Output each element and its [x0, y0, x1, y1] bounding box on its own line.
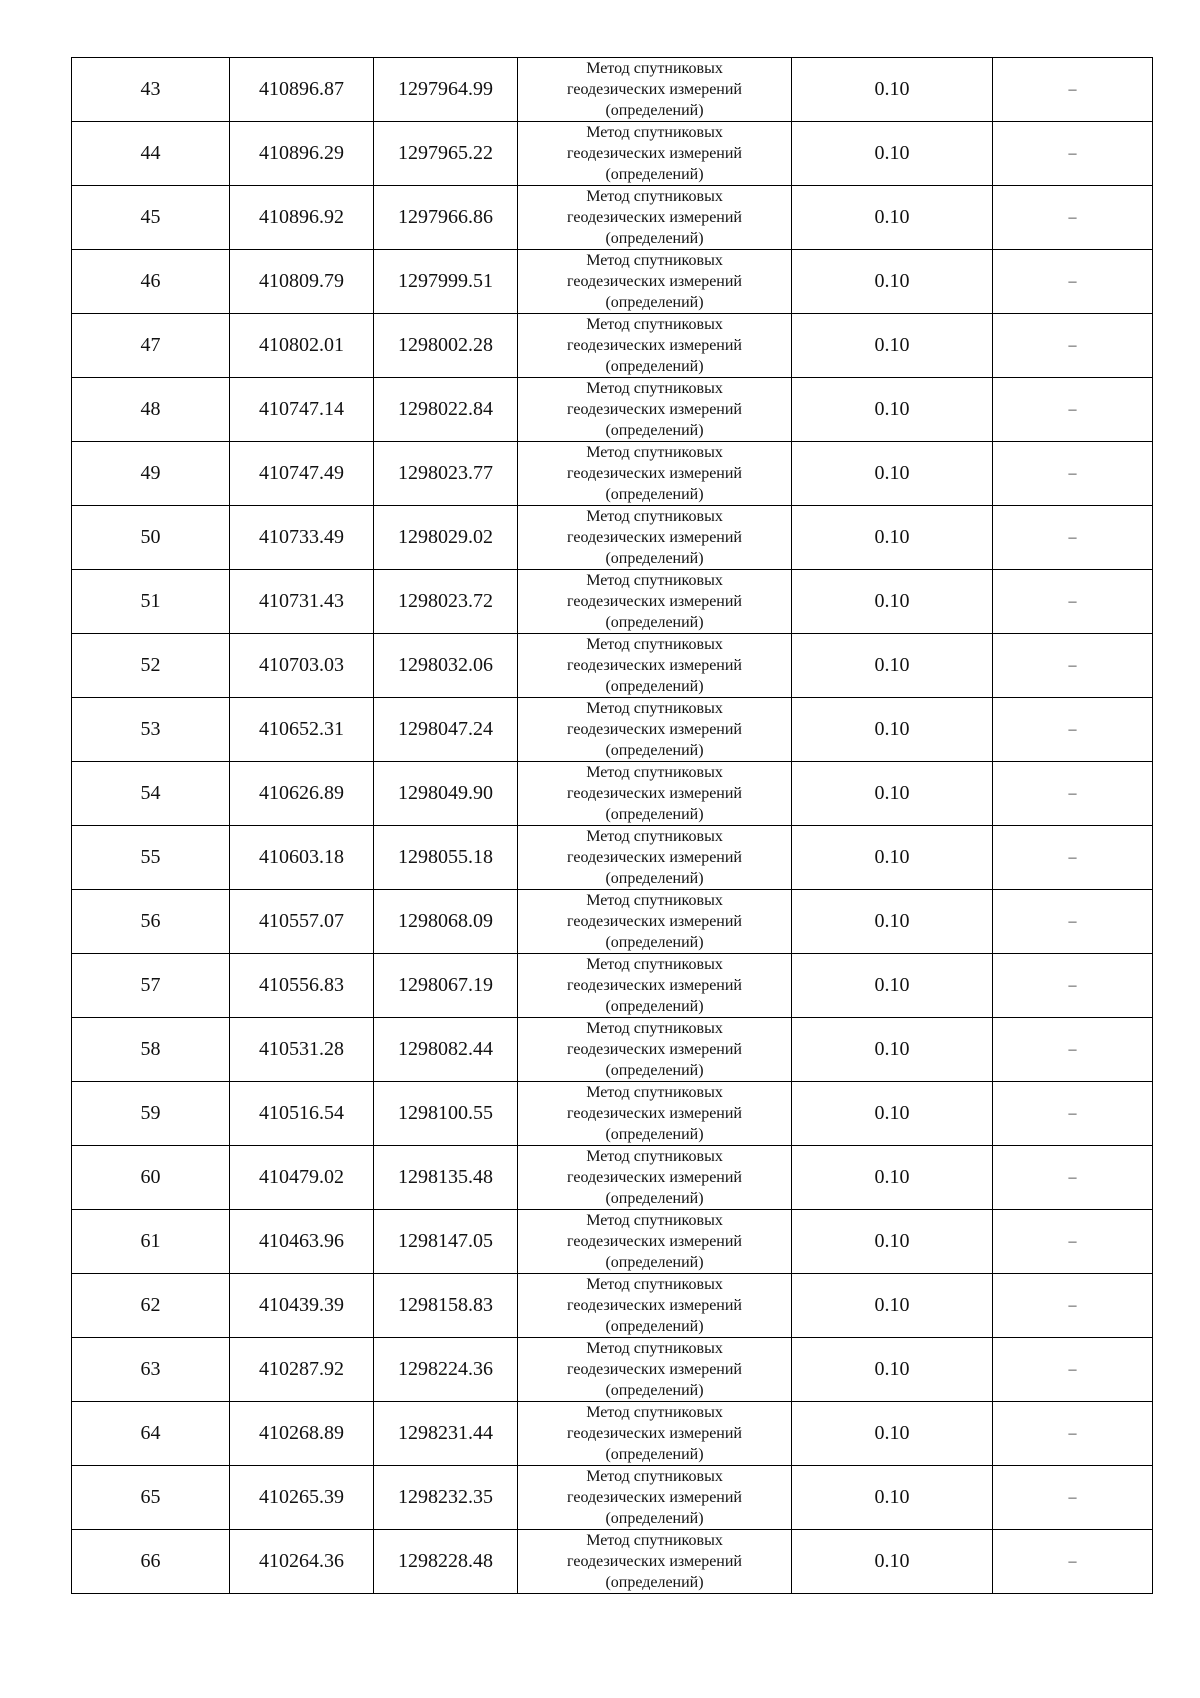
method-line: геодезических измерений — [567, 977, 742, 994]
method-cell — [518, 1082, 792, 1146]
method-line: (определений) — [605, 1574, 704, 1591]
method-line: (определений) — [605, 1254, 704, 1271]
x-coordinate-cell: 410703.03 — [230, 634, 374, 698]
point-number-cell: 65 — [72, 1466, 230, 1530]
x-coordinate-cell: 410896.87 — [230, 58, 374, 122]
table-row — [72, 826, 1153, 890]
method-cell — [518, 890, 792, 954]
x-coordinate-cell: 410516.54 — [230, 1082, 374, 1146]
x-coordinate-cell: 410731.43 — [230, 570, 374, 634]
y-coordinate-cell: 1298135.48 — [374, 1146, 518, 1210]
accuracy-cell: 0.10 — [792, 826, 993, 890]
method-line: геодезических измерений — [567, 1361, 742, 1378]
point-number-cell: 44 — [72, 122, 230, 186]
table-row — [72, 1338, 1153, 1402]
method-cell — [518, 570, 792, 634]
method-line: Метод спутниковых — [586, 828, 723, 845]
table-row — [72, 378, 1153, 442]
y-coordinate-cell: 1298023.72 — [374, 570, 518, 634]
method-line: Метод спутниковых — [586, 188, 723, 205]
method-line: геодезических измерений — [567, 529, 742, 546]
method-line: Метод спутниковых — [586, 1020, 723, 1037]
method-cell — [518, 442, 792, 506]
point-number-cell: 61 — [72, 1210, 230, 1274]
method-line: Метод спутниковых — [586, 252, 723, 269]
point-number-cell: 66 — [72, 1530, 230, 1594]
method-cell — [518, 250, 792, 314]
accuracy-cell: 0.10 — [792, 186, 993, 250]
method-cell — [518, 634, 792, 698]
table-row — [72, 890, 1153, 954]
y-coordinate-cell: 1298023.77 — [374, 442, 518, 506]
note-cell: – — [993, 1146, 1153, 1210]
x-coordinate-cell: 410896.29 — [230, 122, 374, 186]
accuracy-cell: 0.10 — [792, 1466, 993, 1530]
method-line: (определений) — [605, 1062, 704, 1079]
y-coordinate-cell: 1298032.06 — [374, 634, 518, 698]
method-line: Метод спутниковых — [586, 1212, 723, 1229]
note-cell: – — [993, 506, 1153, 570]
method-line: (определений) — [605, 294, 704, 311]
method-cell — [518, 58, 792, 122]
method-line: (определений) — [605, 614, 704, 631]
method-cell — [518, 314, 792, 378]
method-line: (определений) — [605, 102, 704, 119]
method-line: Метод спутниковых — [586, 572, 723, 589]
x-coordinate-cell: 410747.14 — [230, 378, 374, 442]
method-line: Метод спутниковых — [586, 380, 723, 397]
table-row — [72, 1210, 1153, 1274]
point-number-cell: 49 — [72, 442, 230, 506]
accuracy-cell: 0.10 — [792, 1082, 993, 1146]
x-coordinate-cell: 410531.28 — [230, 1018, 374, 1082]
method-line: геодезических измерений — [567, 913, 742, 930]
method-line: геодезических измерений — [567, 1553, 742, 1570]
point-number-cell: 50 — [72, 506, 230, 570]
method-line: геодезических измерений — [567, 273, 742, 290]
method-line: геодезических измерений — [567, 1489, 742, 1506]
method-cell — [518, 186, 792, 250]
point-number-cell: 45 — [72, 186, 230, 250]
accuracy-cell: 0.10 — [792, 954, 993, 1018]
method-line: (определений) — [605, 678, 704, 695]
accuracy-cell: 0.10 — [792, 58, 993, 122]
method-line: Метод спутниковых — [586, 1532, 723, 1549]
method-cell — [518, 378, 792, 442]
method-line: Метод спутниковых — [586, 1084, 723, 1101]
method-line: геодезических измерений — [567, 209, 742, 226]
table-row — [72, 1402, 1153, 1466]
accuracy-cell: 0.10 — [792, 1530, 993, 1594]
method-line: (определений) — [605, 1190, 704, 1207]
y-coordinate-cell: 1297965.22 — [374, 122, 518, 186]
point-number-cell: 55 — [72, 826, 230, 890]
accuracy-cell: 0.10 — [792, 762, 993, 826]
note-cell: – — [993, 58, 1153, 122]
note-cell: – — [993, 762, 1153, 826]
note-cell: – — [993, 1466, 1153, 1530]
method-line: Метод спутниковых — [586, 444, 723, 461]
method-line: Метод спутниковых — [586, 956, 723, 973]
y-coordinate-cell: 1297966.86 — [374, 186, 518, 250]
x-coordinate-cell: 410287.92 — [230, 1338, 374, 1402]
table-row — [72, 442, 1153, 506]
x-coordinate-cell: 410652.31 — [230, 698, 374, 762]
point-number-cell: 60 — [72, 1146, 230, 1210]
method-line: (определений) — [605, 806, 704, 823]
method-cell — [518, 762, 792, 826]
y-coordinate-cell: 1298047.24 — [374, 698, 518, 762]
table-row — [72, 1018, 1153, 1082]
point-number-cell: 58 — [72, 1018, 230, 1082]
y-coordinate-cell: 1298022.84 — [374, 378, 518, 442]
method-line: геодезических измерений — [567, 657, 742, 674]
table-row — [72, 506, 1153, 570]
method-line: геодезических измерений — [567, 145, 742, 162]
method-line: геодезических измерений — [567, 1233, 742, 1250]
method-line: геодезических измерений — [567, 1105, 742, 1122]
x-coordinate-cell: 410268.89 — [230, 1402, 374, 1466]
table-row — [72, 698, 1153, 762]
table-row — [72, 570, 1153, 634]
y-coordinate-cell: 1298232.35 — [374, 1466, 518, 1530]
method-cell — [518, 122, 792, 186]
method-cell — [518, 1018, 792, 1082]
method-cell — [518, 698, 792, 762]
table-row — [72, 1466, 1153, 1530]
accuracy-cell: 0.10 — [792, 378, 993, 442]
accuracy-cell: 0.10 — [792, 890, 993, 954]
note-cell: – — [993, 250, 1153, 314]
method-line: (определений) — [605, 1446, 704, 1463]
y-coordinate-cell: 1298228.48 — [374, 1530, 518, 1594]
method-line: Метод спутниковых — [586, 124, 723, 141]
accuracy-cell: 0.10 — [792, 698, 993, 762]
accuracy-cell: 0.10 — [792, 506, 993, 570]
point-number-cell: 43 — [72, 58, 230, 122]
method-cell — [518, 1146, 792, 1210]
method-line: геодезических измерений — [567, 1041, 742, 1058]
method-line: Метод спутниковых — [586, 636, 723, 653]
note-cell: – — [993, 314, 1153, 378]
x-coordinate-cell: 410809.79 — [230, 250, 374, 314]
method-line: (определений) — [605, 934, 704, 951]
method-line: (определений) — [605, 742, 704, 759]
y-coordinate-cell: 1297999.51 — [374, 250, 518, 314]
note-cell: – — [993, 1338, 1153, 1402]
note-cell: – — [993, 1402, 1153, 1466]
method-cell — [518, 1274, 792, 1338]
table-row — [72, 314, 1153, 378]
accuracy-cell: 0.10 — [792, 122, 993, 186]
method-line: Метод спутниковых — [586, 1404, 723, 1421]
accuracy-cell: 0.10 — [792, 314, 993, 378]
method-line: Метод спутниковых — [586, 700, 723, 717]
method-line: (определений) — [605, 1510, 704, 1527]
method-line: Метод спутниковых — [586, 1148, 723, 1165]
table-row — [72, 954, 1153, 1018]
method-line: геодезических измерений — [567, 849, 742, 866]
y-coordinate-cell: 1298049.90 — [374, 762, 518, 826]
note-cell: – — [993, 954, 1153, 1018]
method-line: геодезических измерений — [567, 593, 742, 610]
method-line: Метод спутниковых — [586, 892, 723, 909]
method-line: (определений) — [605, 870, 704, 887]
point-number-cell: 57 — [72, 954, 230, 1018]
point-number-cell: 62 — [72, 1274, 230, 1338]
method-line: (определений) — [605, 1382, 704, 1399]
x-coordinate-cell: 410802.01 — [230, 314, 374, 378]
y-coordinate-cell: 1298100.55 — [374, 1082, 518, 1146]
method-cell — [518, 1210, 792, 1274]
method-line: геодезических измерений — [567, 1425, 742, 1442]
method-cell — [518, 506, 792, 570]
point-number-cell: 54 — [72, 762, 230, 826]
method-cell — [518, 826, 792, 890]
note-cell: – — [993, 442, 1153, 506]
note-cell: – — [993, 890, 1153, 954]
method-line: геодезических измерений — [567, 785, 742, 802]
method-cell — [518, 1530, 792, 1594]
y-coordinate-cell: 1298029.02 — [374, 506, 518, 570]
x-coordinate-cell: 410265.39 — [230, 1466, 374, 1530]
accuracy-cell: 0.10 — [792, 1146, 993, 1210]
method-line: (определений) — [605, 486, 704, 503]
note-cell: – — [993, 1018, 1153, 1082]
method-line: (определений) — [605, 1318, 704, 1335]
method-line: геодезических измерений — [567, 81, 742, 98]
point-number-cell: 47 — [72, 314, 230, 378]
accuracy-cell: 0.10 — [792, 1402, 993, 1466]
y-coordinate-cell: 1298158.83 — [374, 1274, 518, 1338]
point-number-cell: 64 — [72, 1402, 230, 1466]
note-cell: – — [993, 378, 1153, 442]
accuracy-cell: 0.10 — [792, 250, 993, 314]
method-line: геодезических измерений — [567, 465, 742, 482]
method-line: Метод спутниковых — [586, 1276, 723, 1293]
table-row — [72, 250, 1153, 314]
x-coordinate-cell: 410733.49 — [230, 506, 374, 570]
method-line: геодезических измерений — [567, 401, 742, 418]
table-row — [72, 122, 1153, 186]
x-coordinate-cell: 410896.92 — [230, 186, 374, 250]
x-coordinate-cell: 410557.07 — [230, 890, 374, 954]
note-cell: – — [993, 1530, 1153, 1594]
method-line: геодезических измерений — [567, 1297, 742, 1314]
y-coordinate-cell: 1298002.28 — [374, 314, 518, 378]
note-cell: – — [993, 186, 1153, 250]
note-cell: – — [993, 122, 1153, 186]
method-line: (определений) — [605, 230, 704, 247]
accuracy-cell: 0.10 — [792, 1338, 993, 1402]
point-number-cell: 46 — [72, 250, 230, 314]
method-cell — [518, 954, 792, 1018]
coordinates-table — [71, 57, 1153, 1594]
note-cell: – — [993, 1210, 1153, 1274]
accuracy-cell: 0.10 — [792, 442, 993, 506]
table-row — [72, 1530, 1153, 1594]
table-row — [72, 58, 1153, 122]
y-coordinate-cell: 1298147.05 — [374, 1210, 518, 1274]
point-number-cell: 52 — [72, 634, 230, 698]
y-coordinate-cell: 1298082.44 — [374, 1018, 518, 1082]
table-row — [72, 634, 1153, 698]
method-line: геодезических измерений — [567, 721, 742, 738]
x-coordinate-cell: 410463.96 — [230, 1210, 374, 1274]
method-line: Метод спутниковых — [586, 1468, 723, 1485]
y-coordinate-cell: 1298067.19 — [374, 954, 518, 1018]
point-number-cell: 48 — [72, 378, 230, 442]
point-number-cell: 56 — [72, 890, 230, 954]
accuracy-cell: 0.10 — [792, 1274, 993, 1338]
method-line: (определений) — [605, 422, 704, 439]
y-coordinate-cell: 1298224.36 — [374, 1338, 518, 1402]
x-coordinate-cell: 410556.83 — [230, 954, 374, 1018]
table-row — [72, 1146, 1153, 1210]
method-line: (определений) — [605, 550, 704, 567]
x-coordinate-cell: 410439.39 — [230, 1274, 374, 1338]
note-cell: – — [993, 826, 1153, 890]
table-row — [72, 762, 1153, 826]
method-line: (определений) — [605, 1126, 704, 1143]
method-cell — [518, 1402, 792, 1466]
x-coordinate-cell: 410603.18 — [230, 826, 374, 890]
point-number-cell: 59 — [72, 1082, 230, 1146]
y-coordinate-cell: 1298068.09 — [374, 890, 518, 954]
method-line: Метод спутниковых — [586, 508, 723, 525]
accuracy-cell: 0.10 — [792, 570, 993, 634]
method-cell — [518, 1466, 792, 1530]
method-line: Метод спутниковых — [586, 60, 723, 77]
x-coordinate-cell: 410626.89 — [230, 762, 374, 826]
note-cell: – — [993, 570, 1153, 634]
method-line: Метод спутниковых — [586, 316, 723, 333]
point-number-cell: 53 — [72, 698, 230, 762]
accuracy-cell: 0.10 — [792, 634, 993, 698]
method-line: геодезических измерений — [567, 337, 742, 354]
note-cell: – — [993, 1274, 1153, 1338]
point-number-cell: 51 — [72, 570, 230, 634]
y-coordinate-cell: 1298231.44 — [374, 1402, 518, 1466]
method-line: геодезических измерений — [567, 1169, 742, 1186]
note-cell: – — [993, 634, 1153, 698]
table-row — [72, 186, 1153, 250]
method-line: (определений) — [605, 998, 704, 1015]
point-number-cell: 63 — [72, 1338, 230, 1402]
y-coordinate-cell: 1298055.18 — [374, 826, 518, 890]
accuracy-cell: 0.10 — [792, 1018, 993, 1082]
note-cell: – — [993, 1082, 1153, 1146]
method-line: Метод спутниковых — [586, 764, 723, 781]
method-cell — [518, 1338, 792, 1402]
table-row — [72, 1274, 1153, 1338]
method-line: (определений) — [605, 166, 704, 183]
x-coordinate-cell: 410479.02 — [230, 1146, 374, 1210]
table-row — [72, 1082, 1153, 1146]
method-line: Метод спутниковых — [586, 1340, 723, 1357]
method-line: (определений) — [605, 358, 704, 375]
x-coordinate-cell: 410747.49 — [230, 442, 374, 506]
table-body — [72, 58, 1153, 1594]
note-cell: – — [993, 698, 1153, 762]
y-coordinate-cell: 1297964.99 — [374, 58, 518, 122]
accuracy-cell: 0.10 — [792, 1210, 993, 1274]
x-coordinate-cell: 410264.36 — [230, 1530, 374, 1594]
